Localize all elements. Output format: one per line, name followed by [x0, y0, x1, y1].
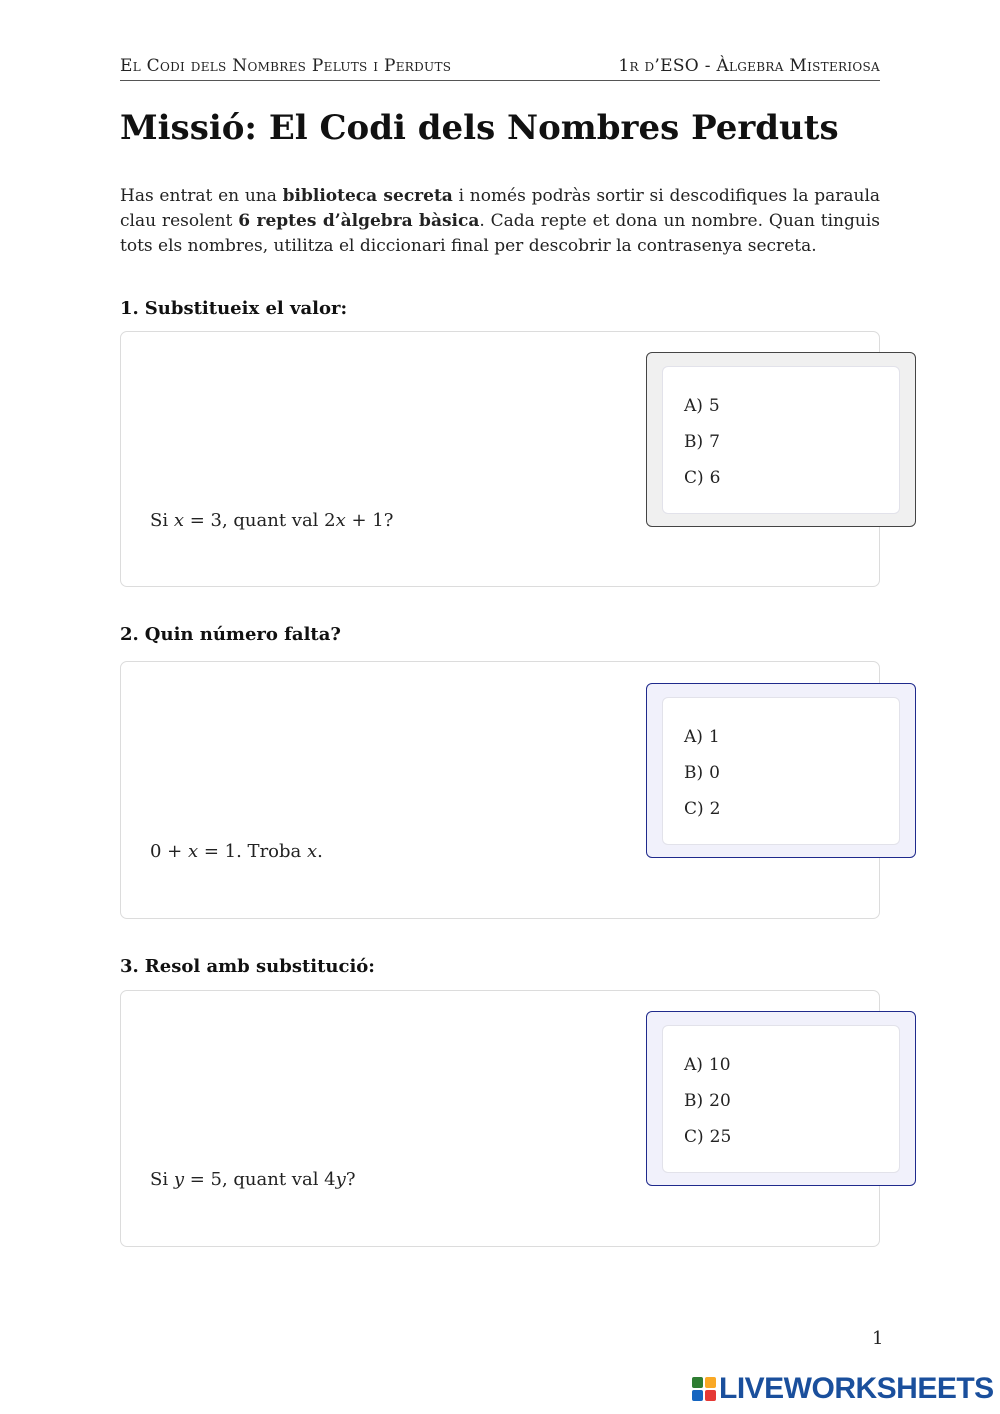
question-1-label: Substitueix el valor: [144, 298, 348, 319]
intro-text-2: i només podràs sortir si descodifiques la paraula clau resolent [120, 186, 881, 231]
option-a[interactable] [684, 396, 720, 416]
option-letter: B) [684, 1091, 704, 1111]
logo-square [692, 1390, 703, 1401]
option-letter: B) [684, 763, 704, 783]
option-value: 7 [709, 432, 720, 452]
q3-text-e: ? [345, 1169, 356, 1190]
option-b[interactable] [684, 432, 720, 452]
q2-text-c: = 1. Troba [198, 841, 307, 862]
q1-text-a: Si [150, 510, 174, 531]
intro-text-3: . Cada repte et dona un nombre. Quan tinguis tots els nombres, utilitza el diccionari final per descobrir la contrasenya secreta. [120, 211, 880, 256]
q1-text-e: + 1? [345, 510, 394, 531]
logo-square [705, 1377, 716, 1388]
header-left: El Codi dels Nombres Peluts i Perduts [120, 56, 452, 76]
question-2-number: 2. [120, 624, 139, 645]
q3-text-a: Si [150, 1169, 174, 1190]
option-value: 0 [709, 763, 720, 783]
header-right: 1r d’ESO - Àlgebra Misteriosa [618, 56, 880, 76]
q3-var-1: y [173, 1169, 184, 1190]
question-3-title [120, 956, 375, 977]
option-value: 10 [708, 1055, 731, 1075]
q3-text-c: = 5, quant val 4 [183, 1169, 336, 1190]
question-3-label: Resol amb substitució: [144, 956, 375, 977]
option-letter: A) [684, 1055, 703, 1075]
q2-text-a: 0 + [150, 841, 188, 862]
option-a[interactable] [684, 727, 720, 747]
option-value: 2 [709, 799, 721, 819]
option-letter: C) [684, 1127, 704, 1147]
q2-text-e: . [317, 841, 323, 862]
intro-text-1: Has entrat en una [120, 186, 283, 206]
logo-square [705, 1390, 716, 1401]
q1-var-2: x [335, 510, 346, 531]
intro-bold-1: biblioteca secreta [282, 186, 453, 206]
option-letter: C) [684, 468, 704, 488]
question-2-title [120, 624, 341, 645]
intro-paragraph [120, 184, 880, 259]
question-3-number: 3. [120, 956, 139, 977]
option-c[interactable] [684, 468, 720, 488]
question-2-text [150, 841, 323, 862]
option-value: 25 [709, 1127, 732, 1147]
question-3-options [646, 1011, 916, 1186]
option-value: 5 [708, 396, 720, 416]
q3-var-2: y [335, 1169, 346, 1190]
question-1-title [120, 298, 347, 319]
question-3-text [150, 1169, 355, 1190]
option-letter: A) [684, 727, 703, 747]
option-value: 6 [709, 468, 721, 488]
question-1-text [150, 510, 393, 531]
option-a[interactable] [684, 1055, 731, 1075]
q2-var-1: x [187, 841, 199, 862]
options-panel [662, 1025, 900, 1173]
option-value: 20 [709, 1091, 731, 1111]
intro-bold-2: 6 reptes d’àlgebra bàsica [238, 211, 480, 231]
options-panel [662, 697, 900, 845]
page-title: Missió: El Codi dels Nombres Perduts [120, 108, 839, 148]
option-c[interactable] [684, 799, 720, 819]
option-letter: A) [684, 396, 703, 416]
q1-text-c: = 3, quant val 2 [183, 510, 336, 531]
question-2-label: Quin número falta? [144, 624, 341, 645]
question-1-number: 1. [120, 298, 139, 319]
option-b[interactable] [684, 1091, 731, 1111]
options-panel [662, 366, 900, 514]
q1-var-1: x [173, 510, 184, 531]
option-letter: C) [684, 799, 704, 819]
page-header [120, 56, 880, 81]
option-letter: B) [684, 432, 704, 452]
page-number: 1 [872, 1328, 884, 1349]
option-c[interactable] [684, 1127, 731, 1147]
question-2-options [646, 683, 916, 858]
q2-var-2: x [306, 841, 318, 862]
liveworksheets-brand [692, 1372, 994, 1406]
option-value: 1 [708, 727, 720, 747]
logo-square [692, 1377, 703, 1388]
liveworksheets-logo-icon [692, 1377, 716, 1401]
option-b[interactable] [684, 763, 720, 783]
question-1-options [646, 352, 916, 527]
brand-text: LIVEWORKSHEETS [719, 1372, 994, 1405]
